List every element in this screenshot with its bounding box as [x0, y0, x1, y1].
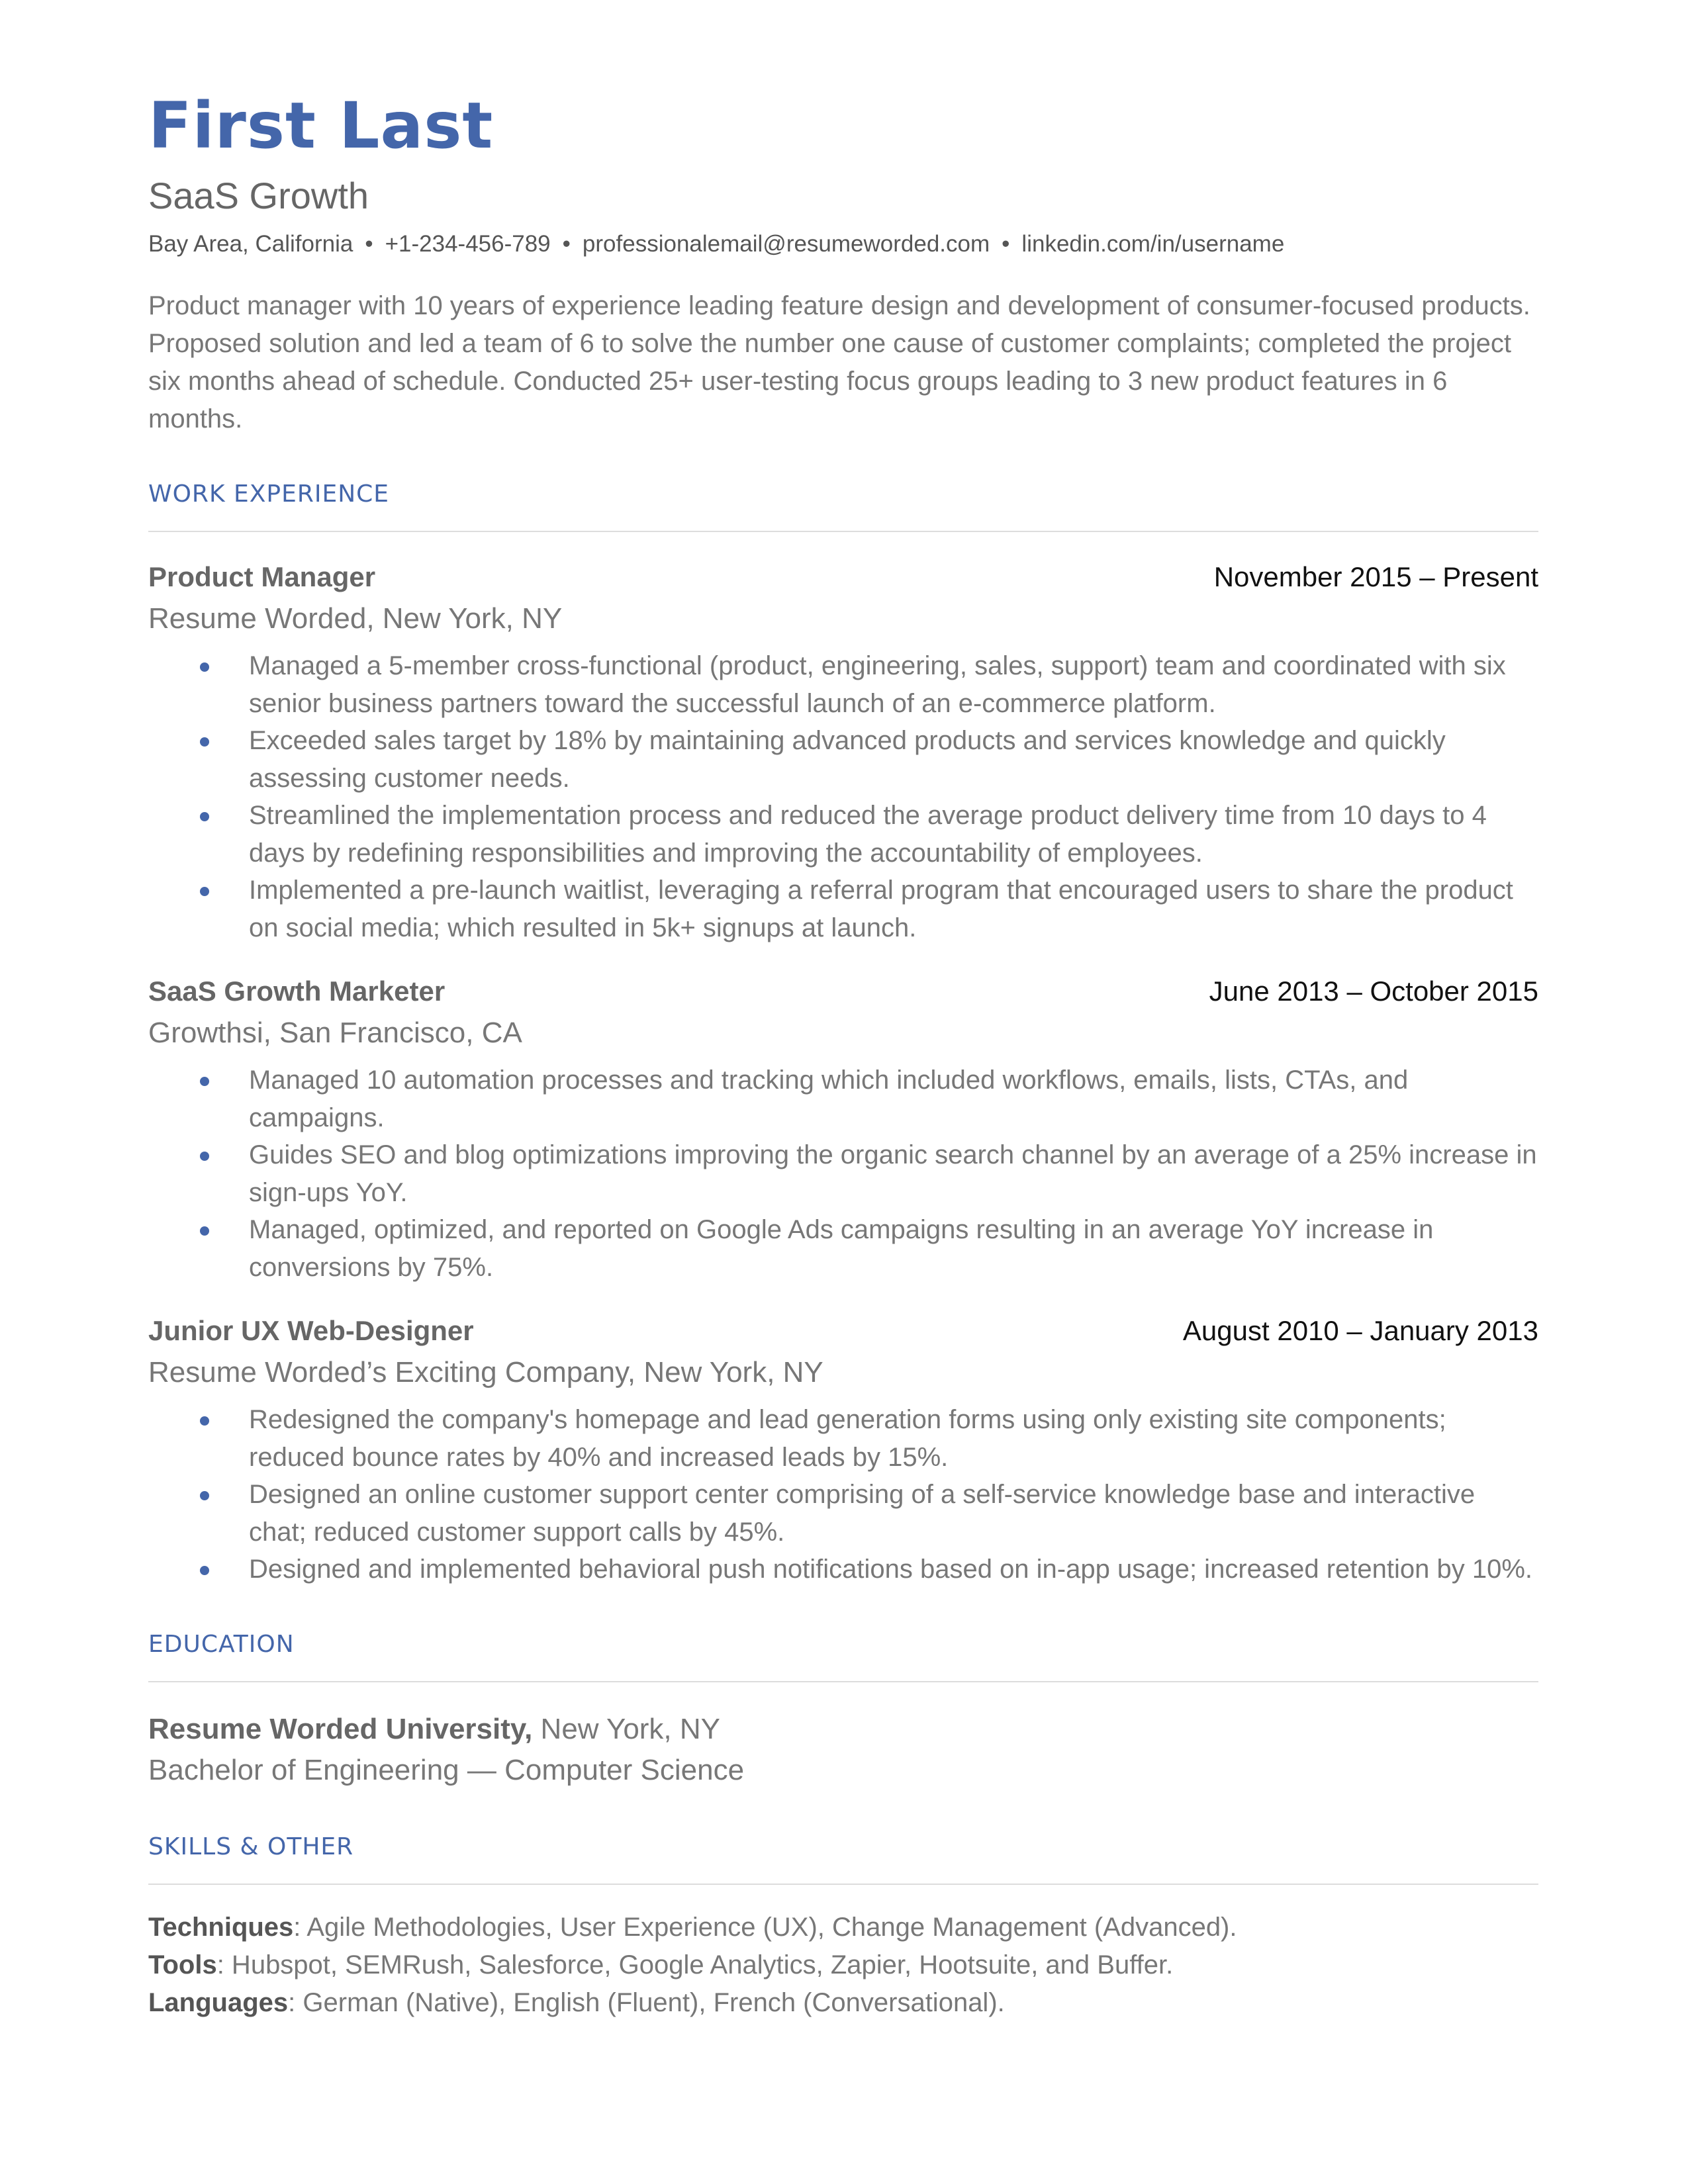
skills-list — [148, 1909, 1538, 2022]
contact-separator: • — [1002, 231, 1010, 257]
bullet-item — [148, 722, 1538, 797]
skill-label: Techniques — [148, 1912, 294, 1942]
candidate-title: SaaS Growth — [148, 175, 369, 216]
candidate-name: First Last — [148, 89, 494, 163]
bullet-item — [148, 1062, 1538, 1136]
job-entry — [148, 559, 1538, 946]
skill-line — [148, 1984, 1538, 2022]
section-divider — [148, 1681, 1538, 1682]
job-bullets — [148, 647, 1538, 946]
job-dates: June 2013 – October 2015 — [1209, 976, 1538, 1007]
bullet-text: Streamlined the implementation process and reduced the average product delivery time from 10 days to 4 days by redefining responsibilities and improving the accountability of employees. — [249, 801, 1487, 868]
job-header — [148, 1312, 1538, 1349]
bullet-icon — [200, 1226, 209, 1236]
job-title: Junior UX Web-Designer — [148, 1315, 474, 1346]
contact-email[interactable]: professionalemail@resumeworded.com — [582, 231, 990, 257]
education-location: New York, NY — [532, 1712, 721, 1745]
skill-value: : Hubspot, SEMRush, Salesforce, Google Analytics, Zapier, Hootsuite, and Buffer. — [216, 1950, 1174, 1979]
skill-label: Tools — [148, 1950, 217, 1979]
job-dates: August 2010 – January 2013 — [1182, 1315, 1538, 1346]
skill-line — [148, 1946, 1538, 1984]
work-experience-heading: WORK EXPERIENCE — [148, 480, 390, 508]
bullet-text: Managed a 5-member cross-functional (product, engineering, sales, support) team and coordinated with six senior business partners toward the successful launch of an e-commerce platform. — [249, 651, 1506, 718]
section-divider — [148, 531, 1538, 532]
bullet-icon — [200, 737, 209, 747]
job-company: Resume Worded, New York, NY — [148, 602, 563, 635]
bullet-icon — [200, 812, 209, 821]
education-school: Resume Worded University, — [148, 1712, 533, 1745]
education-heading: EDUCATION — [148, 1630, 295, 1658]
job-dates: November 2015 – Present — [1213, 561, 1538, 592]
bullet-icon — [200, 1152, 209, 1161]
contact-location: Bay Area, California — [148, 231, 353, 257]
bullet-icon — [200, 887, 209, 896]
bullet-icon — [200, 662, 209, 672]
bullet-item — [148, 1401, 1538, 1476]
job-header — [148, 973, 1538, 1010]
skill-value: : German (Native), English (Fluent), French (Conversational). — [288, 1987, 1005, 2017]
education-entry — [148, 1709, 1538, 1791]
contact-linkedin[interactable]: linkedin.com/in/username — [1021, 231, 1285, 257]
contact-separator: • — [562, 231, 571, 257]
job-company: Resume Worded’s Exciting Company, New York, NY — [148, 1356, 823, 1388]
bullet-icon — [200, 1566, 209, 1575]
contact-phone: +1-234-456-789 — [385, 231, 551, 257]
bullet-item — [148, 647, 1538, 722]
bullet-icon — [200, 1491, 209, 1500]
job-title: SaaS Growth Marketer — [148, 976, 445, 1007]
skill-value: : Agile Methodologies, User Experience (UX), Change Management (Advanced). — [293, 1912, 1237, 1942]
job-title: Product Manager — [148, 561, 376, 592]
education-school-line — [148, 1709, 1538, 1750]
section-divider — [148, 1884, 1538, 1885]
contact-line — [148, 228, 1538, 261]
job-entry — [148, 973, 1538, 1286]
resume-page — [148, 86, 1538, 2022]
bullet-text: Redesigned the company's homepage and lead generation forms using only existing site components; reduced bounce rates by 40% and increased leads by 15%. — [249, 1405, 1446, 1472]
bullet-text: Managed, optimized, and reported on Google Ads campaigns resulting in an average YoY increase in conversions by 75%. — [249, 1215, 1434, 1282]
bullet-item — [148, 797, 1538, 872]
skill-label: Languages — [148, 1987, 289, 2017]
bullet-icon — [200, 1416, 209, 1426]
bullet-text: Guides SEO and blog optimizations improving the organic search channel by an average of a 25% increase in sign-ups YoY. — [249, 1140, 1537, 1207]
bullet-item — [148, 872, 1538, 946]
bullet-text: Designed and implemented behavioral push notifications based on in-app usage; increased retention by 10%. — [249, 1555, 1533, 1584]
bullet-text: Implemented a pre-launch waitlist, leveraging a referral program that encouraged users to share the product on social media; which resulted in 5k+ signups at launch. — [249, 876, 1513, 942]
skill-line — [148, 1909, 1538, 1946]
job-entry — [148, 1312, 1538, 1588]
work-experience-list — [148, 559, 1538, 1588]
job-company: Growthsi, San Francisco, CA — [148, 1017, 522, 1049]
job-header — [148, 559, 1538, 596]
education-degree: Bachelor of Engineering — Computer Science — [148, 1753, 745, 1786]
bullet-icon — [200, 1077, 209, 1086]
bullet-item — [148, 1476, 1538, 1551]
skills-heading: SKILLS & OTHER — [148, 1833, 354, 1860]
summary: Product manager with 10 years of experience leading feature design and development of consumer-focused products. Proposed solution and led a team of 6 to solve the number one cause of customer complaints; completed the project six months ahead of schedule. Conducted 25+ user-testing focus groups leading to 3 new product features in 6 months. — [148, 291, 1530, 433]
bullet-text: Designed an online customer support center comprising of a self-service knowledge base and interactive chat; reduced customer support calls by 45%. — [249, 1480, 1476, 1547]
job-bullets — [148, 1401, 1538, 1588]
bullet-text: Exceeded sales target by 18% by maintaining advanced products and services knowledge and quickly assessing customer needs. — [249, 726, 1446, 793]
bullet-text: Managed 10 automation processes and tracking which included workflows, emails, lists, CTAs, and campaigns. — [249, 1066, 1409, 1132]
job-bullets — [148, 1062, 1538, 1286]
contact-separator: • — [365, 231, 373, 257]
bullet-item — [148, 1136, 1538, 1211]
bullet-item — [148, 1211, 1538, 1286]
bullet-item — [148, 1551, 1538, 1588]
